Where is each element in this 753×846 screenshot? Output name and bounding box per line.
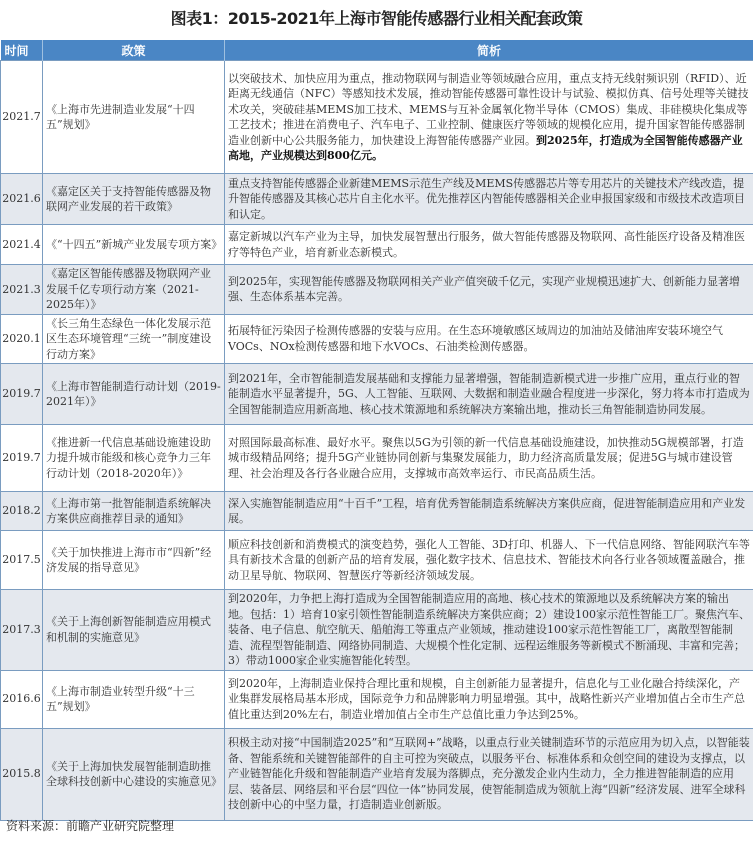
analysis-text: 深入实施智能制造应用“十百千”工程，培育优秀智能制造系统解决方案供应商，促进智能制造应用和产业发展。 bbox=[228, 496, 746, 525]
analysis-text: 到2020年，上海制造业保持合理比重和规模，自主创新能力显著提升，信息化与工业化融合持续深化，产业集群发展格局基本形成，国际竞争力和品牌影响力明显增强。其中，战略性新兴产业增加值占全市生产总值比重达到20%左右，制造业增加值占全市生产总值比重力争达到25%。 bbox=[228, 676, 745, 721]
table-row bbox=[1, 492, 753, 531]
analysis-text: 以突破技术、加快应用为重点，推动物联网与制造业等领域融合应用，重点支持无线射频识别（RFID）、近距离无线通信（NFC）等感知技术发展，推动智能传感器可靠性设计与试验、模拟仿真、信号处理等关键技术攻关，突破硅基MEMS加工技术、MEMS与互补金属氧化物半导体（CMOS）集成、非硅模块化集成等工艺技术；推进在消费电子、汽车电子、工业控制、健康医疗等领域的规模化应用，提升国家智能传感器制造业创新中心公共服务能力，加快建设上海智能传感器产业园。 bbox=[228, 71, 749, 147]
table-row bbox=[1, 174, 753, 225]
cell-time: 2019.7 bbox=[1, 364, 43, 425]
source-note: 资料来源：前瞻产业研究院整理 bbox=[6, 819, 175, 833]
cell-policy: 《关于上海加快发展智能制造助推全球科技创新中心建设的实施意见》 bbox=[43, 728, 225, 820]
table-row bbox=[1, 425, 753, 492]
cell-time: 2018.2 bbox=[1, 492, 43, 531]
cell-analysis bbox=[225, 531, 753, 590]
cell-time: 2021.6 bbox=[1, 174, 43, 225]
cell-policy: 《推进新一代信息基础设施建设助力提升城市能级和核心竞争力三年行动计划（2018-2020年）》 bbox=[43, 425, 225, 492]
cell-policy: 《嘉定区关于支持智能传感器及物联网产业发展的若干政策》 bbox=[43, 174, 225, 225]
analysis-text: 到2021年，全市智能制造发展基础和支撑能力显著增强，智能制造新模式进一步推广应用，重点行业的智能制造水平显著提升，5G、人工智能、互联网、大数据和制造业融合程度进一步深化，努力将本市打造成为全国智能制造应用新高地、核心技术策源地和系统解决方案输出地，推动长三角智能制造协同发展。 bbox=[228, 371, 750, 416]
analysis-text: 对照国际最高标准、最好水平。聚焦以5G为引领的新一代信息基础设施建设，加快推动5G规模部署，打造城市级精品网络；提升5G产业链协同创新与集聚发展能力，助力经济高质量发展；促进5G与城市建设管理、社会治理及各行各业融合应用，支撑城市高效率运行、市民高品质生活。 bbox=[228, 435, 744, 480]
analysis-text: 到2020年，力争把上海打造成为全国智能制造应用的高地、核心技术的策源地以及系统解决方案的输出地。包括：1）培育10家引领性智能制造系统解决方案供应商；2）建设100家示范性智能工厂。聚焦汽车、装备、电子信息、航空航天、船舶海工等重点产业领域，推动建设100家示范性智能工厂，离散型智能制造、流程型智能制造、网络协同制造、大规模个性化定制、远程运维服务等新模式不断涌现、丰富和完善；3）带动1000家企业实施智能化转型。 bbox=[228, 592, 750, 667]
cell-analysis bbox=[225, 314, 753, 364]
cell-time: 2019.7 bbox=[1, 425, 43, 492]
table-row bbox=[1, 314, 753, 364]
table-row bbox=[1, 531, 753, 590]
table-row bbox=[1, 670, 753, 728]
cell-analysis bbox=[225, 670, 753, 728]
cell-time: 2021.4 bbox=[1, 225, 43, 265]
cell-analysis bbox=[225, 728, 753, 820]
analysis-text: 拓展特征污染因子检测传感器的安装与应用。在生态环境敏感区域周边的加油站及储油库安装环境空气VOCs、NOx检测传感器和地下水VOCs、石油类检测传感器。 bbox=[228, 324, 723, 353]
table-row bbox=[1, 728, 753, 820]
header-analysis: 简析 bbox=[225, 40, 753, 61]
analysis-highlight: 到2025年，打造成为全国智能传感器产业高地，产业规模达到800亿元。 bbox=[228, 133, 743, 162]
table-row bbox=[1, 590, 753, 671]
cell-analysis bbox=[225, 590, 753, 671]
table-header bbox=[1, 40, 753, 61]
cell-analysis bbox=[225, 61, 753, 174]
cell-policy: 《长三角生态绿色一体化发展示范区生态环境管理“三统一”制度建设行动方案》 bbox=[43, 314, 225, 364]
cell-policy: 《上海市先进制造业发展“十四五”规划》 bbox=[43, 61, 225, 174]
cell-analysis bbox=[225, 174, 753, 225]
cell-policy: 《上海市智能制造行动计划（2019-2021年）》 bbox=[43, 364, 225, 425]
policy-table bbox=[0, 40, 753, 821]
analysis-text: 顺应科技创新和消费模式的演变趋势，强化人工智能、3D打印、机器人、下一代信息网络、智能网联汽车等具有新技术含量的创新产品的培育发展，强化数字技术、信息技术、智能技术向各行业各领域覆盖融合，推动卫星导航、物联网、智慧医疗等新经济领域发展。 bbox=[228, 537, 750, 582]
cell-policy: 《上海市第一批智能制造系统解决方案供应商推荐目录的通知》 bbox=[43, 492, 225, 531]
analysis-text: 重点支持智能传感器企业新建MEMS示范生产线及MEMS传感器芯片等专用芯片的关键技术产线改造，提升智能传感器及其核心芯片自主化水平。优先推荐区内智能传感器相关企业申报国家级和市级技术改造项目和认定。 bbox=[228, 176, 745, 221]
cell-time: 2021.3 bbox=[1, 265, 43, 315]
cell-policy: 《上海市制造业转型升级“十三五”规划》 bbox=[43, 670, 225, 728]
table-row bbox=[1, 364, 753, 425]
analysis-text: 到2025年，实现智能传感器及物联网相关产业产值突破千亿元，实现产业规模迅速扩大、创新能力显著增强、生态体系基本完善。 bbox=[228, 274, 740, 304]
cell-policy: 《“十四五”新城产业发展专项方案》 bbox=[43, 225, 225, 265]
cell-analysis bbox=[225, 265, 753, 315]
table-row bbox=[1, 265, 753, 315]
cell-policy: 《关于加快推进上海市市“四新”经济发展的指导意见》 bbox=[43, 531, 225, 590]
table-row bbox=[1, 225, 753, 265]
analysis-text: 嘉定新城以汽车产业为主导，加快发展智慧出行服务，做大智能传感器及物联网、高性能医疗设备及精准医疗等特色产业，培育新业态新模式。 bbox=[228, 230, 745, 259]
cell-analysis bbox=[225, 364, 753, 425]
analysis-text: 积极主动对接“中国制造2025”和“互联网+”战略，以重点行业关键制造环节的示范应用为切入点，以智能装备、智能系统和关键智能部件的自主可控为突破点，以服务平台、标准体系和众创空间的建设为支撑点，以产业链智能化升级和智能制造产业培育发展为落脚点，充分激发企业内生动力，全力推进智能制造的应用层、装备层、网络层和平台层“四位一体”协同发展，使智能制造成为领航上海“四新”经济发展、进军全球科技创新中心的中坚力量，打造制造业创新版。 bbox=[228, 736, 750, 812]
page-title: 图表1：2015-2021年上海市智能传感器行业相关配套政策 bbox=[170, 9, 583, 28]
cell-analysis bbox=[225, 425, 753, 492]
cell-analysis bbox=[225, 492, 753, 531]
table-row bbox=[1, 61, 753, 174]
header-time: 时间 bbox=[1, 40, 43, 61]
header-policy: 政策 bbox=[43, 40, 225, 61]
cell-time: 2020.1 bbox=[1, 314, 43, 364]
cell-time: 2017.5 bbox=[1, 531, 43, 590]
cell-time: 2015.8 bbox=[1, 728, 43, 820]
cell-time: 2016.6 bbox=[1, 670, 43, 728]
cell-time: 2021.7 bbox=[1, 61, 43, 174]
cell-policy: 《关于上海创新智能制造应用模式和机制的实施意见》 bbox=[43, 590, 225, 671]
cell-time: 2017.3 bbox=[1, 590, 43, 671]
cell-policy: 《嘉定区智能传感器及物联网产业发展千亿专项行动方案（2021-2025年）》 bbox=[43, 265, 225, 315]
cell-analysis bbox=[225, 225, 753, 265]
